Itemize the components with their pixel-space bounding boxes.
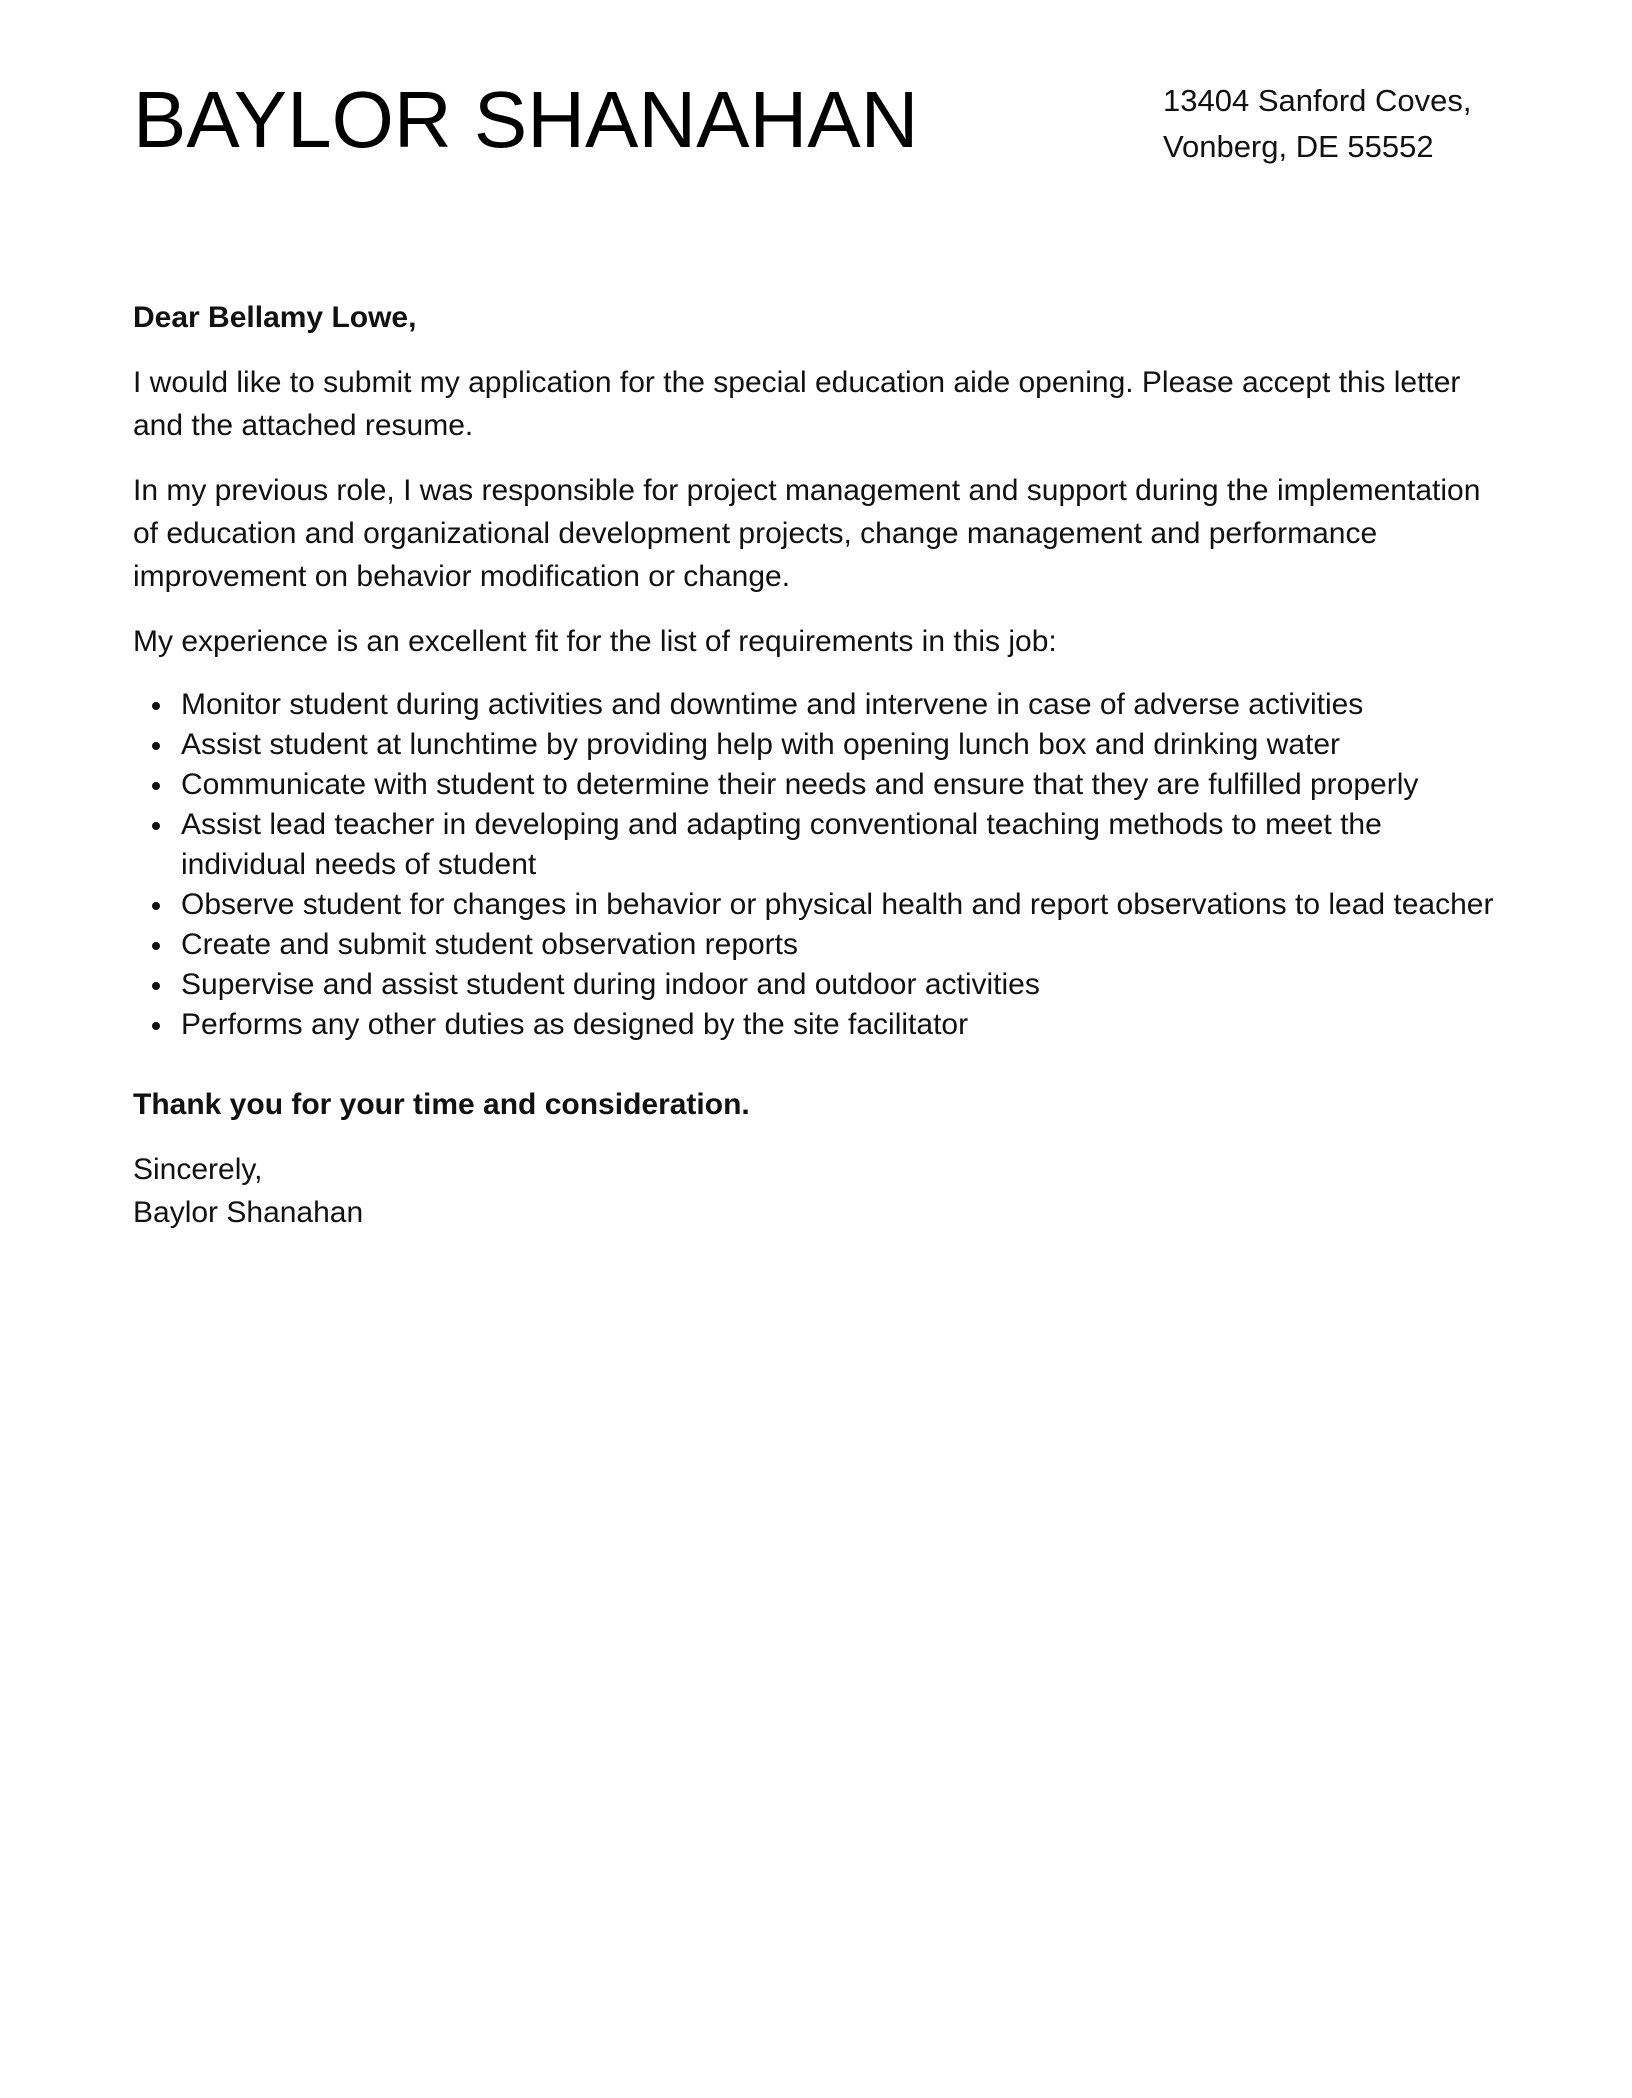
bullet-icon — [152, 742, 160, 750]
list-item — [181, 725, 1503, 765]
bullet-icon — [152, 1022, 160, 1030]
requirements-list — [133, 685, 1503, 1045]
list-item — [181, 1005, 1503, 1045]
applicant-address — [1163, 78, 1472, 170]
list-item-text: Observe student for changes in behavior or physical health and report observations to lead teacher — [181, 888, 1494, 921]
list-item — [181, 885, 1503, 925]
requirements-intro: My experience is an excellent fit for the list of requirements in this job: — [133, 625, 1057, 658]
list-item — [181, 685, 1503, 725]
bullet-icon — [152, 702, 160, 710]
list-item — [181, 965, 1503, 1005]
list-item-text: Communicate with student to determine their needs and ensure that they are fulfilled properly — [181, 768, 1419, 801]
address-line-2: Vonberg, DE 55552 — [1163, 129, 1434, 164]
bullet-icon — [152, 942, 160, 950]
list-item-text: Assist student at lunchtime by providing help with opening lunch box and drinking water — [181, 728, 1341, 761]
list-item-text: Monitor student during activities and downtime and intervene in case of adverse activities — [181, 688, 1364, 721]
list-item — [181, 765, 1503, 805]
list-item-text: Create and submit student observation reports — [181, 928, 799, 961]
bullet-icon — [152, 982, 160, 990]
thank-you-line: Thank you for your time and consideration. — [133, 1088, 750, 1121]
bullet-icon — [152, 782, 160, 790]
signoff — [133, 1148, 1503, 1234]
address-line-1: 13404 Sanford Coves, — [1163, 83, 1472, 118]
intro-paragraph: I would like to submit my application for the special education aide opening. Please accept this letter and the attached resume. — [133, 366, 1461, 442]
list-item — [181, 805, 1503, 885]
experience-paragraph: In my previous role, I was responsible for project management and support during the implementation of education and organizational development projects, change management and performance improvement on behavior modification or change. — [133, 474, 1481, 593]
list-item-text: Supervise and assist student during indoor and outdoor activities — [181, 968, 1040, 1001]
list-item — [181, 925, 1503, 965]
closing-word: Sincerely, — [133, 1153, 263, 1186]
salutation: Dear Bellamy Lowe, — [133, 301, 417, 334]
signature-name: Baylor Shanahan — [133, 1196, 364, 1229]
list-item-text: Assist lead teacher in developing and adapting conventional teaching methods to meet the individual needs of student — [181, 808, 1382, 881]
letter-body — [133, 296, 1503, 1234]
bullet-icon — [152, 822, 160, 830]
letter-header — [133, 72, 1503, 202]
bullet-icon — [152, 902, 160, 910]
applicant-name: BAYLOR SHANAHAN — [133, 75, 919, 164]
list-item-text: Performs any other duties as designed by the site facilitator — [181, 1008, 969, 1041]
